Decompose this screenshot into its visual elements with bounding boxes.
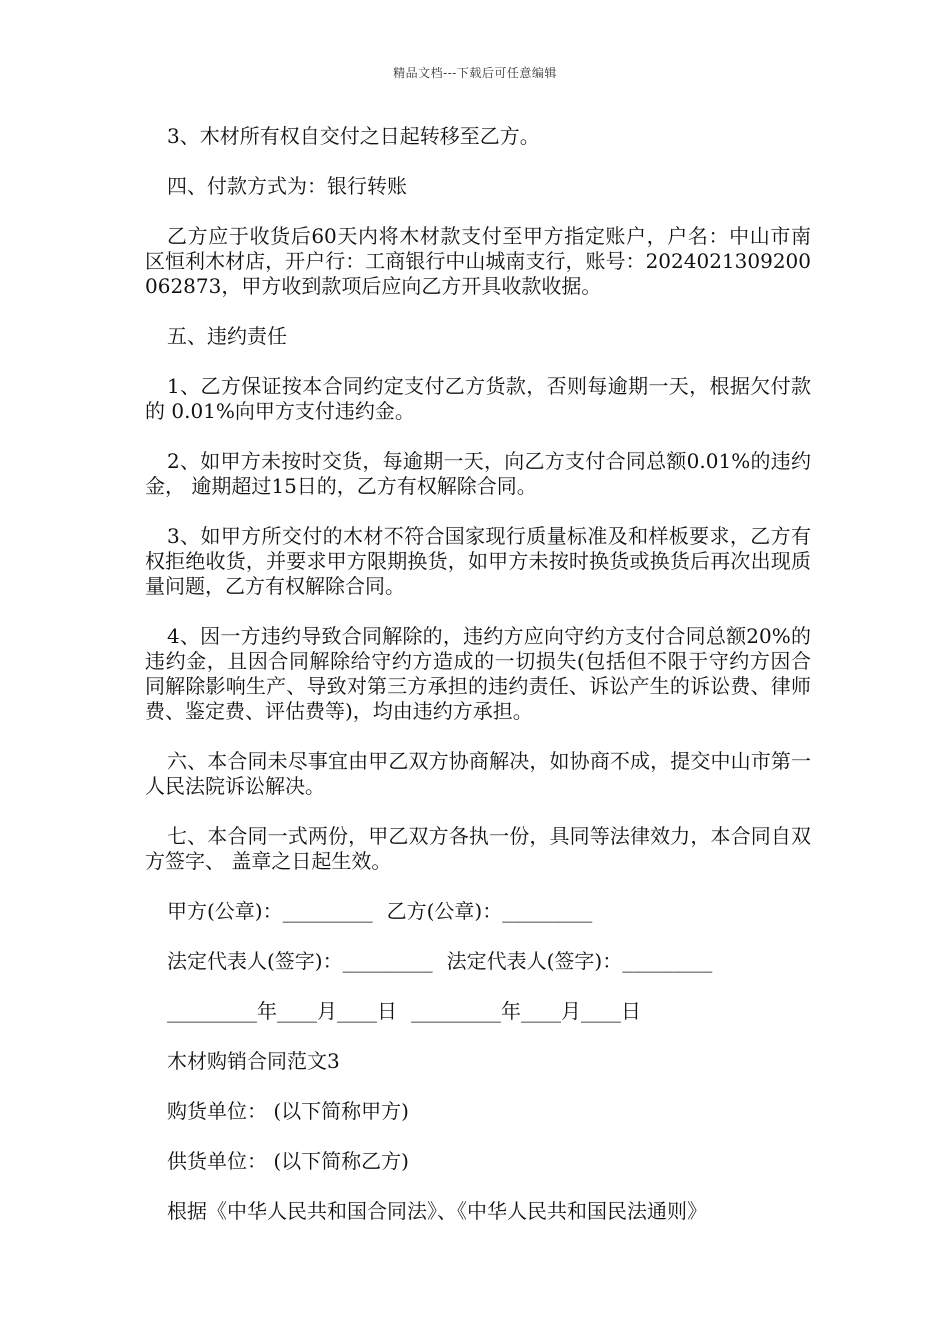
party-b-representative-field: 法定代表人(签字)：_________ xyxy=(446,949,713,973)
clause-breach-2: 2、如甲方未按时交货，每逾期一天，向乙方支付合同总额0.01%的违约金， 逾期超过15日的，乙方有权解除合同。 xyxy=(145,449,811,498)
section-dispute-resolution: 六、本合同未尽事宜由甲乙双方协商解决，如协商不成，提交中山市第一人民法院诉讼解决。 xyxy=(145,749,811,798)
clause-breach-1: 1、乙方保证按本合同约定支付乙方货款，否则每逾期一天，根据欠付款的 0.01%向甲方支付违约金。 xyxy=(145,374,811,423)
party-b-seal-field: 乙方(公章)：_________ xyxy=(386,899,593,923)
seal-line xyxy=(145,899,811,924)
clause-ownership-transfer: 3、木材所有权自交付之日起转移至乙方。 xyxy=(167,124,540,148)
supplier-unit-line: 供货单位： (以下简称乙方) xyxy=(167,1149,409,1173)
clause-payment-details: 乙方应于收货后60天内将木材款支付至甲方指定账户，户名：中山市南区恒利木材店，开户行：工商银行中山城南支行，账号：2024021309200062873，甲方收到款项后应向乙方开具收款收据。 xyxy=(145,224,811,298)
party-a-date-field: _________年____月____日 xyxy=(167,999,397,1023)
section-payment-method: 四、付款方式为：银行转账 xyxy=(167,174,407,198)
date-line xyxy=(145,999,811,1024)
party-a-seal-field: 甲方(公章)：_________ xyxy=(167,899,373,923)
clause-breach-3: 3、如甲方所交付的木材不符合国家现行质量标准及和样板要求，乙方有 权拒绝收货，并要求甲方限期换货，如甲方未按时换货或换货后再次出现质量问题，乙方有权解除合同。 xyxy=(145,524,811,598)
page-header: 精品文档---下载后可任意编辑 xyxy=(393,66,557,80)
clause-breach-4: 4、因一方违约导致合同解除的，违约方应向守约方支付合同总额20%的违约金，且因合同解除给守约方造成的一切损失(包括但不限于守约方因合同解除影响生产、导致对第三方承担的违约责任、诉讼产生的诉讼费、律师费、鉴定费、评估费等)，均由违约方承担。 xyxy=(145,624,811,723)
party-b-date-field: _________年____月____日 xyxy=(411,999,641,1023)
next-contract-title: 木材购销合同范文3 xyxy=(167,1049,340,1073)
section-breach-liability: 五、违约责任 xyxy=(167,324,287,348)
representative-line xyxy=(145,949,811,974)
party-a-representative-field: 法定代表人(签字)：_________ xyxy=(167,949,433,973)
section-copies-effectiveness: 七、本合同一式两份，甲乙双方各执一份，具同等法律效力，本合同自双方签字、 盖章之日起生效。 xyxy=(145,824,811,873)
document-body xyxy=(145,118,811,1224)
buyer-unit-line: 购货单位： (以下简称甲方) xyxy=(167,1099,409,1123)
legal-basis-line: 根据《中华人民共和国合同法》、《中华人民共和国民法通则》 xyxy=(167,1199,707,1223)
